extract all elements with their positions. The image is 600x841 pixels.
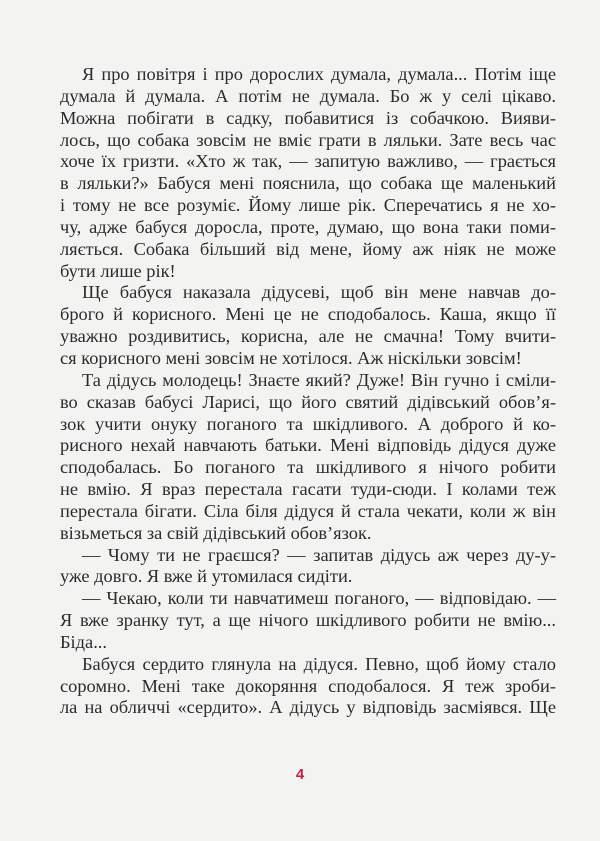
text-line: лось, що собака зовсім не вміє грати в ляльки. Зате весь час [60, 129, 556, 150]
text-line: перестала бігати. Сіла біля дідуся й стала чекати, коли ж він [60, 500, 556, 521]
text-line: бути лише рік! [60, 260, 176, 281]
body-text [60, 64, 556, 719]
paragraph [60, 370, 556, 545]
paragraph [60, 545, 556, 589]
paragraph [60, 654, 556, 720]
text-line: — Чекаю, коли ти навчатимеш поганого, — відповідаю. — [82, 588, 556, 609]
text-line: соромно. Мені таке докоряння сподобалося. Я теж зроби- [60, 675, 556, 696]
text-line: не вмію. Я враз перестала гасати туди-сюди. І колами теж [60, 479, 556, 500]
text-line: — Чому ти не граєшся? — запитав дідусь аж через ду-у- [82, 544, 556, 565]
text-line: Ще бабуся наказала дідусеві, щоб він мене навчав до- [82, 282, 556, 303]
paragraph [60, 64, 556, 282]
text-line: Можна побігати в садку, побавитися із собачкою. Вияви- [60, 107, 556, 128]
text-line: зок учити онуку поганого та шкідливого. А доброго й ко- [60, 413, 556, 434]
text-line: чу, адже бабуся доросла, проте, думаю, що вона таки поми- [60, 216, 556, 237]
text-line: во сказав бабусі Ларисі, що його святий дідівський обов’я- [60, 391, 556, 412]
paragraph [60, 282, 556, 369]
page-number: 4 [295, 766, 305, 783]
text-line: брого й корисного. Мені це не сподобалось. Каша, якщо її [60, 304, 556, 325]
text-line: візьметься за свій дідівський обов’язок. [60, 522, 372, 543]
text-line: хоче їх гризти. «Хто ж так, — запитую важливо, — грається [60, 151, 556, 172]
text-line: в ляльки?» Бабуся мені пояснила, що собака ще маленький [60, 173, 556, 194]
text-line: уважно роздивитись, корисна, але не смачна! Тому вчити- [60, 326, 556, 347]
text-line: ла на обличчі «сердито». А дідусь у відповідь засміявся. Ще [60, 697, 556, 718]
text-line: і тому не все розуміє. Йому лише рік. Сперечатись я не хо- [60, 195, 556, 216]
text-line: рисного нехай навчають батьки. Мені відповідь дідуся дуже [60, 435, 556, 456]
text-line: думала й думала. А потім не думала. Бо ж у селі цікаво. [60, 85, 556, 106]
text-line: уже довго. Я вже й утомилася сидіти. [60, 566, 353, 587]
text-line: ляється. Собака більший від мене, йому аж ніяк не може [60, 238, 556, 259]
text-line: сподобалась. Бо поганого та шкідливого я нічого робити [60, 457, 556, 478]
text-line: Бабуся сердито глянула на дідуся. Певно, щоб йому стало [82, 653, 556, 674]
text-line: Я про повітря і про дорослих думала, думала... Потім іще [82, 64, 556, 84]
text-line: Та дідусь молодець! Знаєте який? Дуже! Він гучно і сміли- [82, 369, 556, 390]
text-line: Біда... [60, 631, 107, 652]
text-line: Я вже зранку тут, а ще нічого шкідливого робити не вмію... [60, 610, 556, 631]
text-line: ся корисного мені зовсім не хотілося. Аж нiскільки зовсім! [60, 347, 522, 368]
paragraph [60, 588, 556, 654]
